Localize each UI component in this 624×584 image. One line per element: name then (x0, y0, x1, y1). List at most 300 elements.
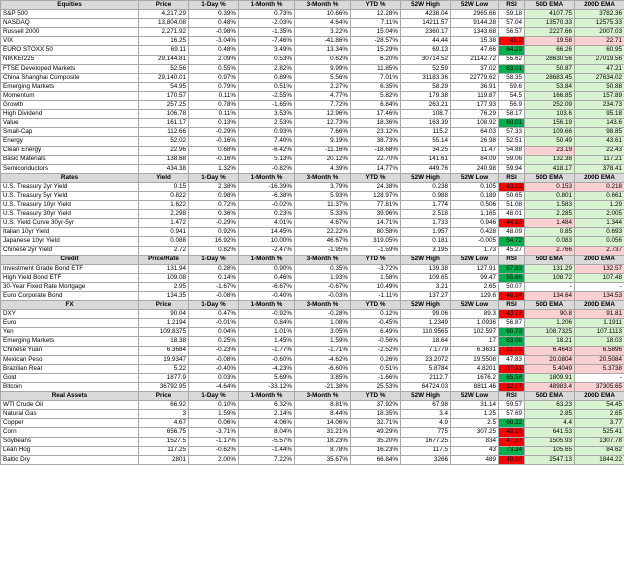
table-cell: 0.98% (189, 191, 239, 200)
table-cell: 50.65 (499, 191, 525, 200)
row-label: VIX (1, 37, 139, 46)
table-cell: 3 (139, 410, 189, 419)
table-cell: - (575, 282, 624, 291)
table-cell: -16.39% (239, 182, 295, 191)
table-cell: 1.733 (401, 219, 451, 228)
table-cell: 0.11% (189, 110, 239, 119)
row-label: Corn (1, 428, 139, 437)
table-cell: 5.93% (295, 191, 351, 200)
table-cell: 19.58 (525, 37, 575, 46)
table-cell: 2.737 (575, 246, 624, 255)
table-cell: 48.28 (499, 428, 525, 437)
row-label: Russell 2000 (1, 28, 139, 37)
table-row (1, 191, 624, 200)
row-label: Value (1, 119, 139, 128)
column-header: 200D EMA (575, 1, 624, 10)
table-cell: 60.32 (499, 419, 525, 428)
table-cell: -2.03% (239, 19, 295, 28)
row-label: China Shanghai Composite (1, 73, 139, 82)
table-cell: 0.056 (575, 237, 624, 246)
table-cell: 134.64 (525, 292, 575, 301)
table-cell: 60.73 (499, 328, 525, 337)
table-cell: 64724.03 (401, 382, 451, 391)
table-cell: 0.03% (189, 373, 239, 382)
column-header: 200D EMA (575, 173, 624, 182)
row-label: Small-Cap (1, 128, 139, 137)
table-cell: 0.506 (451, 201, 499, 210)
table-cell: -0.02% (239, 201, 295, 210)
column-header: 1-Day % (189, 173, 239, 182)
table-cell: 52.51 (499, 137, 525, 146)
table-cell: 54.95 (139, 82, 189, 91)
table-cell: 7.01% (351, 73, 401, 82)
table-cell: 22.22% (295, 228, 351, 237)
table-cell: 19.9347 (139, 355, 189, 364)
column-header: 52W High (401, 173, 451, 182)
table-cell: 109.8375 (139, 328, 189, 337)
table-cell: 0.82% (189, 246, 239, 255)
table-cell: 31183.36 (401, 73, 451, 82)
table-cell: 19.5508 (451, 355, 499, 364)
table-cell: 0.47% (189, 310, 239, 319)
table-cell: 1.58% (351, 273, 401, 282)
column-header: YTD % (351, 301, 401, 310)
row-label: Chinese Yuan (1, 346, 139, 355)
table-cell: 0.153 (525, 182, 575, 191)
table-cell: 9.99% (295, 64, 351, 73)
table-cell: 21142.72 (451, 55, 499, 64)
table-cell: 37.31 (499, 364, 525, 373)
table-cell: 56.57 (499, 28, 525, 37)
table-cell: 58.35 (499, 73, 525, 82)
table-cell: 4107.75 (525, 10, 575, 19)
table-cell: 418.17 (525, 164, 575, 173)
table-cell: -3.71% (189, 428, 239, 437)
table-cell: 0.238 (401, 182, 451, 191)
table-cell: 3.05% (295, 328, 351, 337)
table-cell: -11.16% (295, 146, 351, 155)
table-cell: 1.0936 (451, 319, 499, 328)
column-header: Price/Rate (139, 255, 189, 264)
table-cell: 46.67% (295, 237, 351, 246)
table-cell: 0.68% (189, 146, 239, 155)
table-cell: 0.13% (189, 119, 239, 128)
table-cell: -18.68% (351, 146, 401, 155)
table-cell: 4,217.29 (139, 10, 189, 19)
table-cell: 0.85 (525, 228, 575, 237)
table-cell: 46.34 (499, 292, 525, 301)
table-cell: 0.088 (139, 237, 189, 246)
row-label: Mexican Peso (1, 355, 139, 364)
table-cell: 834 (451, 437, 499, 446)
row-label: NIKKEI225 (1, 55, 139, 64)
table-cell: 1.774 (401, 201, 451, 210)
table-cell: -33.12% (239, 382, 295, 391)
table-cell: 52.59 (401, 64, 451, 73)
table-cell: 6.49% (351, 328, 401, 337)
table-cell: 48.01 (499, 210, 525, 219)
table-row (1, 410, 624, 419)
table-cell: 45.27 (499, 246, 525, 255)
column-header: 3-Month % (295, 301, 351, 310)
table-cell: -0.45% (351, 319, 401, 328)
table-cell: -6.60% (295, 364, 351, 373)
table-cell: -0.03% (295, 292, 351, 301)
table-cell: -0.01% (189, 319, 239, 328)
table-cell: 1.29 (575, 201, 624, 210)
row-label: Euro (1, 319, 139, 328)
section-title: Equities (1, 1, 139, 10)
table-cell: 52.02 (139, 137, 189, 146)
table-cell: 1.206 (525, 319, 575, 328)
table-cell: 95.18 (575, 110, 624, 119)
table-row (1, 146, 624, 155)
column-header: 52W High (401, 392, 451, 401)
table-cell: 0.801 (525, 191, 575, 200)
table-cell: -2.47% (239, 246, 295, 255)
table-cell: 0.11% (189, 91, 239, 100)
table-cell: 1.32% (189, 164, 239, 173)
table-cell: 48983.4 (525, 382, 575, 391)
table-cell: 107.48 (575, 273, 624, 282)
row-label: Euro Corporate Bond (1, 292, 139, 301)
table-cell: 1343.68 (451, 28, 499, 37)
table-cell: 1677.25 (401, 437, 451, 446)
table-cell: -0.16% (189, 137, 239, 146)
table-cell: 12.96% (295, 110, 351, 119)
table-cell: 641.53 (525, 428, 575, 437)
table-cell: 32.07 (499, 382, 525, 391)
table-cell: 80.58% (351, 228, 401, 237)
section-header-row (1, 173, 624, 182)
table-cell: 84.62 (575, 446, 624, 455)
row-label: Baltic Dry (1, 455, 139, 464)
table-cell: -3.72% (351, 264, 401, 273)
table-cell: 5.3738 (575, 364, 624, 373)
column-header: 1-Day % (189, 1, 239, 10)
table-cell: 28630.56 (525, 55, 575, 64)
table-cell: 91.81 (575, 310, 624, 319)
table-cell: 50.87 (525, 64, 575, 73)
row-label: EURO STOXX 50 (1, 46, 139, 55)
table-cell: 69.11 (139, 46, 189, 55)
table-cell: 128.97% (351, 191, 401, 200)
table-cell: 49.29% (351, 428, 401, 437)
table-cell: 65.58 (499, 373, 525, 382)
table-cell: 117.5 (401, 446, 451, 455)
column-header: 50D EMA (525, 301, 575, 310)
table-cell: 115.2 (401, 128, 451, 137)
table-cell: 0.181 (401, 237, 451, 246)
table-row (1, 37, 624, 46)
row-label: High Dividend (1, 110, 139, 119)
table-row (1, 210, 624, 219)
table-cell: 1.957 (401, 228, 451, 237)
table-cell: 0.51% (351, 364, 401, 373)
table-cell: 98.85 (575, 128, 624, 137)
table-row (1, 237, 624, 246)
row-label: Emerging Markets (1, 82, 139, 91)
table-cell: -0.16% (189, 155, 239, 164)
table-cell: 0.218 (575, 182, 624, 191)
table-cell: 2112.7 (401, 373, 451, 382)
column-header: 1-Month % (239, 301, 295, 310)
table-cell: 107.1113 (575, 328, 624, 337)
table-row (1, 101, 624, 110)
table-row (1, 64, 624, 73)
table-cell: 31.14 (451, 401, 499, 410)
table-row (1, 337, 624, 346)
table-cell: 0.92% (189, 228, 239, 237)
table-cell: -0.67% (295, 282, 351, 291)
table-cell: 84.09 (451, 155, 499, 164)
table-cell: 6.4643 (525, 346, 575, 355)
table-cell: -0.40% (239, 292, 295, 301)
table-cell: 156.19 (525, 119, 575, 128)
table-cell: 2.766 (525, 246, 575, 255)
table-cell: 0.78% (189, 101, 239, 110)
table-cell: 20.0804 (525, 355, 575, 364)
table-row (1, 182, 624, 191)
table-cell: 2.82% (239, 64, 295, 73)
table-row (1, 446, 624, 455)
column-header: 200D EMA (575, 255, 624, 264)
table-cell: 1.93% (295, 273, 351, 282)
table-cell: 8.78% (295, 446, 351, 455)
table-row (1, 91, 624, 100)
table-cell: 9144.28 (451, 19, 499, 28)
table-cell: 64.03 (451, 128, 499, 137)
table-cell: 90.8 (525, 310, 575, 319)
table-cell: 132.38 (525, 155, 575, 164)
table-cell: 106.78 (139, 110, 189, 119)
table-cell: 2.27% (295, 82, 351, 91)
table-cell: 3.21 (401, 282, 451, 291)
table-cell: 4.8201 (451, 364, 499, 373)
table-cell: 18.64 (401, 337, 451, 346)
row-label: Semiconductors (1, 164, 139, 173)
table-row (1, 246, 624, 255)
table-cell: 129.6 (451, 292, 499, 301)
table-row (1, 46, 624, 55)
table-cell: 55.66 (499, 273, 525, 282)
table-row (1, 310, 624, 319)
table-cell: -4.62% (295, 355, 351, 364)
table-cell: -0.23% (189, 346, 239, 355)
table-cell: 0.15 (139, 182, 189, 191)
table-cell: 525.41 (575, 428, 624, 437)
column-header: 52W Low (451, 1, 499, 10)
row-label: Japanese 10yr Yield (1, 237, 139, 246)
column-header: 1-Month % (239, 1, 295, 10)
table-cell: 2227.66 (525, 28, 575, 37)
table-cell: 0.97% (189, 73, 239, 82)
table-cell: 55.62 (499, 55, 525, 64)
table-cell: 49.68 (499, 455, 525, 464)
table-cell: 12.73% (295, 119, 351, 128)
column-header: 50D EMA (525, 392, 575, 401)
table-cell: 0.84% (239, 319, 295, 328)
column-header: 52W High (401, 255, 451, 264)
table-cell: 25.53% (351, 382, 401, 391)
table-cell: 2,271.92 (139, 28, 189, 37)
table-cell: -0.08% (189, 292, 239, 301)
table-cell: 18.35% (351, 410, 401, 419)
table-cell: 3.79% (295, 182, 351, 191)
table-cell: 3.4 (401, 410, 451, 419)
table-cell: 26.98 (451, 137, 499, 146)
table-cell: 109.65 (401, 273, 451, 282)
table-cell: 35.67% (295, 455, 351, 464)
table-cell: 6.84% (351, 101, 401, 110)
table-cell: 89.3 (451, 310, 499, 319)
table-cell: 73.34 (499, 446, 525, 455)
table-cell: 16.23% (351, 446, 401, 455)
column-header: 52W High (401, 1, 451, 10)
table-cell: 1.01% (239, 328, 295, 337)
table-cell: -5.57% (239, 437, 295, 446)
table-cell: 4238.04 (401, 10, 451, 19)
table-cell: 1676.2 (451, 373, 499, 382)
table-cell: 58.29 (401, 82, 451, 91)
table-cell: 2.65 (575, 410, 624, 419)
table-cell: 0.53% (239, 55, 295, 64)
column-header: 3-Month % (295, 1, 351, 10)
row-label: Italian 10yr Yield (1, 228, 139, 237)
column-header: RSI (499, 301, 525, 310)
table-cell: 2.005 (575, 210, 624, 219)
table-cell: -6.38% (239, 191, 295, 200)
column-header: 1-Month % (239, 173, 295, 182)
column-header: 1-Day % (189, 301, 239, 310)
table-cell: -1.65% (239, 101, 295, 110)
table-cell: 7.40% (239, 137, 295, 146)
table-cell: 53.84 (525, 82, 575, 91)
table-cell: 2.72 (139, 246, 189, 255)
table-cell: 1.622 (139, 201, 189, 210)
table-cell: 18.36% (351, 119, 401, 128)
row-label: Gold (1, 373, 139, 382)
table-cell: 36.91 (451, 82, 499, 91)
table-cell: 0.26% (351, 355, 401, 364)
table-cell: 5.8784 (401, 364, 451, 373)
table-cell: 139.38 (401, 264, 451, 273)
table-cell: 0.23% (239, 210, 295, 219)
table-cell: 5.33% (295, 210, 351, 219)
row-label: Natural Gas (1, 410, 139, 419)
table-cell: 1877.9 (139, 373, 189, 382)
table-cell: 378.41 (575, 164, 624, 173)
table-cell: 4.67% (295, 219, 351, 228)
table-cell: 108.72 (525, 273, 575, 282)
table-row (1, 201, 624, 210)
table-row (1, 319, 624, 328)
table-cell: 11.85% (351, 64, 401, 73)
table-cell: 54.72 (499, 237, 525, 246)
table-cell: 0.189 (451, 191, 499, 200)
table-cell: 0.988 (401, 191, 451, 200)
table-cell: 0.428 (451, 228, 499, 237)
table-cell: 57.82 (499, 264, 525, 273)
table-cell: 3.195 (401, 246, 451, 255)
column-header: RSI (499, 173, 525, 182)
table-cell: 0.48% (189, 46, 239, 55)
table-cell: 57.33 (499, 128, 525, 137)
table-cell: 4.77% (295, 91, 351, 100)
table-cell: 99.06 (401, 310, 451, 319)
table-cell: 307.25 (451, 428, 499, 437)
row-label: Bitcoin (1, 382, 139, 391)
section-title: Real Assets (1, 392, 139, 401)
column-header: 52W Low (451, 173, 499, 182)
table-cell: 5.56% (295, 73, 351, 82)
table-cell: 5.4049 (525, 364, 575, 373)
table-cell: 35.20% (351, 437, 401, 446)
table-cell: 157.89 (575, 91, 624, 100)
table-cell: -6.42% (239, 146, 295, 155)
table-cell: -0.005 (451, 237, 499, 246)
table-cell: 103.6 (525, 110, 575, 119)
table-cell: 39.96% (351, 210, 401, 219)
table-row (1, 155, 624, 164)
table-cell: 59.94 (499, 164, 525, 173)
row-label: Chinese 2yr Yield (1, 246, 139, 255)
table-cell: 6.3684 (139, 346, 189, 355)
table-cell: -21.38% (295, 382, 351, 391)
table-cell: 8.04% (239, 428, 295, 437)
table-cell: 8.44% (295, 410, 351, 419)
table-cell: 110.9565 (401, 328, 451, 337)
table-cell: -3.04% (189, 37, 239, 46)
table-cell: -4.64% (189, 382, 239, 391)
table-cell: 7.22% (239, 455, 295, 464)
table-cell: 90.04 (139, 310, 189, 319)
table-cell: 656.75 (139, 428, 189, 437)
table-cell: 43 (451, 446, 499, 455)
table-cell: 0.35% (295, 264, 351, 273)
table-cell: -28.57% (351, 37, 401, 46)
row-label: U.S. Treasury 5yr Yield (1, 191, 139, 200)
table-row (1, 292, 624, 301)
table-cell: 44.44 (401, 37, 451, 46)
table-cell: 0.941 (139, 228, 189, 237)
table-row (1, 273, 624, 282)
column-header: 1-Month % (239, 392, 295, 401)
table-cell: 6.5896 (575, 346, 624, 355)
table-cell: 11.37% (295, 201, 351, 210)
table-cell: -2.55% (239, 91, 295, 100)
table-row (1, 364, 624, 373)
table-cell: 34.25 (401, 146, 451, 155)
table-cell: 179.38 (401, 91, 451, 100)
row-label: U.S. Treasury 30yr Yield (1, 210, 139, 219)
table-cell: 59.6 (499, 82, 525, 91)
table-cell: 1307.78 (575, 437, 624, 446)
table-cell: 4.01% (239, 219, 295, 228)
table-cell: 38.73% (351, 137, 401, 146)
table-cell: 17.46% (351, 110, 401, 119)
table-cell: 263.21 (401, 101, 451, 110)
table-row (1, 346, 624, 355)
table-row (1, 219, 624, 228)
table-cell: 52.56 (139, 64, 189, 73)
table-cell: 18.03 (575, 337, 624, 346)
table-cell: 2.65 (451, 282, 499, 291)
column-header: 200D EMA (575, 301, 624, 310)
table-cell: 8811.46 (451, 382, 499, 391)
table-row (1, 128, 624, 137)
table-cell: 3.85% (295, 373, 351, 382)
